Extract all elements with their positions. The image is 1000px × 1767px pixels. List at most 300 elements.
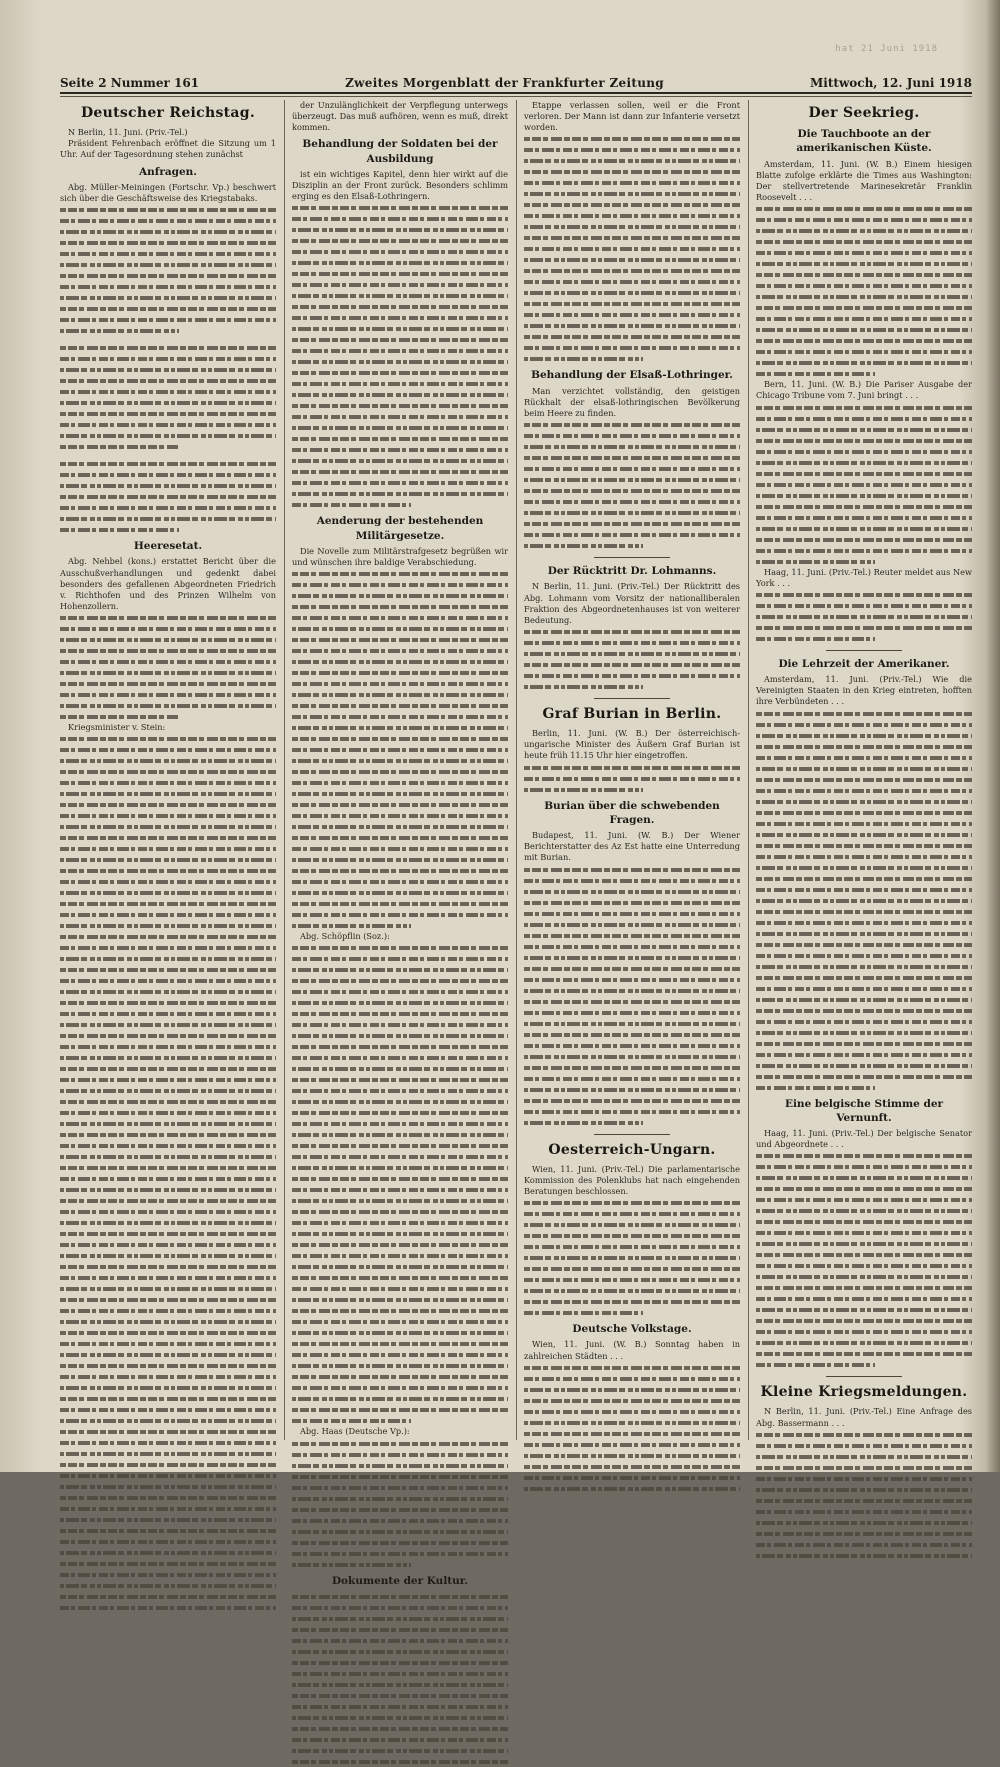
text-line	[60, 430, 276, 441]
text-line	[60, 667, 276, 678]
text-line	[524, 1362, 740, 1373]
text-line	[524, 670, 740, 681]
text-line	[524, 1285, 740, 1296]
text-line	[524, 309, 740, 320]
text-line	[524, 496, 740, 507]
text-line	[524, 221, 740, 232]
text-line	[756, 1238, 972, 1249]
text-line	[60, 491, 276, 502]
text-line	[292, 799, 508, 810]
text-line	[60, 281, 276, 292]
headline-belgische-stimme: Eine belgische Stimme der Vernunft.	[784, 1097, 944, 1124]
text-line	[756, 357, 972, 368]
text-line	[292, 1657, 508, 1668]
text-line	[524, 784, 643, 795]
text-line	[60, 1459, 276, 1470]
text-line	[292, 1030, 508, 1041]
text-line	[524, 1219, 740, 1230]
text-line	[524, 133, 740, 144]
text-line	[60, 1360, 276, 1371]
text-line	[292, 1041, 508, 1052]
text-line	[756, 1216, 972, 1227]
text-line	[756, 490, 972, 501]
text-line	[60, 314, 276, 325]
text-line	[524, 637, 740, 648]
text-line	[756, 214, 972, 225]
text-line	[60, 964, 276, 975]
text-line	[60, 248, 276, 259]
subheading-kultur: Dokumente der Kultur.	[331, 1574, 469, 1587]
text-line	[60, 386, 276, 397]
text-line	[756, 851, 972, 862]
text-line	[292, 1305, 508, 1316]
text-line	[60, 469, 276, 480]
text-line	[524, 353, 643, 364]
text-line	[292, 986, 508, 997]
text-line	[524, 1062, 740, 1073]
paragraph: N Berlin, 11. Juni. (Priv.-Tel.) Eine Anfrage des Abg. Bassermann . . .	[756, 1406, 972, 1428]
text-line	[60, 513, 276, 524]
headline-lehrzeit: Die Lehrzeit der Amerikaner.	[778, 657, 950, 670]
text-line	[524, 232, 740, 243]
text-line	[60, 204, 276, 215]
text-line	[60, 1030, 276, 1041]
text-line	[756, 1440, 972, 1451]
text-line	[60, 832, 276, 843]
text-line	[524, 1417, 740, 1428]
text-line	[292, 997, 508, 1008]
text-line	[524, 897, 740, 908]
text-line	[60, 733, 276, 744]
text-line	[60, 419, 276, 430]
text-line	[292, 1184, 508, 1195]
text-line	[524, 1029, 740, 1040]
text-line	[60, 1470, 276, 1481]
text-line	[524, 452, 740, 463]
text-line	[60, 353, 276, 364]
paragraph: Wien, 11. Juni. (Priv.-Tel.) Die parlamentarische Kommission des Polenklubs hat nach eingehenden Beratungen beschlossen.	[524, 1163, 740, 1196]
text-line	[60, 259, 276, 270]
text-line	[292, 235, 508, 246]
text-line	[756, 1348, 972, 1359]
text-line	[60, 1261, 276, 1272]
text-line	[60, 1206, 276, 1217]
text-line	[60, 986, 276, 997]
text-line	[756, 446, 972, 457]
text-line	[292, 301, 508, 312]
text-line	[524, 1230, 740, 1241]
text-line	[60, 458, 276, 469]
text-line	[756, 1227, 972, 1238]
text-line	[292, 1107, 508, 1118]
text-line	[756, 884, 972, 895]
text-line	[60, 303, 276, 314]
issue-date: Mittwoch, 12. Juni 1918	[810, 76, 972, 90]
text-line	[292, 1646, 508, 1657]
text-line	[292, 1745, 508, 1756]
text-line	[292, 1283, 508, 1294]
text-line	[292, 356, 508, 367]
text-line	[756, 545, 972, 556]
text-line	[292, 1085, 508, 1096]
paragraph: N Berlin, 11. Juni. (Priv.-Tel.) Der Rücktritt des Abg. Lohmann vom Vorsitz der nationalliberalen Fraktion des Abgeordnetenhauses ist von weiterer Bedeutung.	[524, 581, 740, 625]
text-line	[60, 1085, 276, 1096]
text-line	[292, 1360, 508, 1371]
text-line	[292, 1526, 508, 1537]
text-line	[524, 626, 740, 637]
text-line	[756, 413, 972, 424]
page-number: Seite 2 Nummer 161	[60, 76, 200, 90]
text-line	[60, 1162, 276, 1173]
text-line	[60, 865, 276, 876]
text-line	[756, 895, 972, 906]
text-line	[60, 1580, 276, 1591]
paragraph: Kriegsminister v. Stein:	[68, 722, 166, 733]
text-line	[756, 862, 972, 873]
text-line	[292, 1349, 508, 1360]
text-line	[292, 1482, 508, 1493]
text-line	[292, 777, 508, 788]
text-line	[292, 1371, 508, 1382]
text-line	[292, 378, 508, 389]
text-line	[292, 1239, 508, 1250]
dateline: N Berlin, 11. Juni. (Priv.-Tel.)	[68, 127, 188, 138]
text-line	[756, 1016, 972, 1027]
text-line	[524, 177, 740, 188]
column-rule	[284, 100, 285, 1440]
text-line	[292, 455, 508, 466]
text-line	[292, 1063, 508, 1074]
text-line	[756, 1161, 972, 1172]
text-line	[60, 1481, 276, 1492]
paragraph: Amsterdam, 11. Juni. (Priv.-Tel.) Wie die Vereinigten Staaten in den Krieg eintreten, hofften ihre Verbündeten . . .	[756, 674, 972, 707]
text-line	[756, 280, 972, 291]
text-line	[292, 1129, 508, 1140]
text-line	[60, 441, 179, 452]
text-line	[292, 1052, 508, 1063]
text-line	[524, 155, 740, 166]
text-line	[292, 1515, 508, 1526]
text-line	[524, 1208, 740, 1219]
text-line	[756, 1150, 972, 1161]
headline-reichstag: Deutscher Reichstag.	[80, 105, 256, 121]
text-line	[60, 1316, 276, 1327]
text-line	[292, 1272, 508, 1283]
text-line	[756, 335, 972, 346]
text-line	[292, 645, 508, 656]
headline-burian: Graf Burian in Berlin.	[542, 706, 722, 723]
text-line	[756, 1315, 972, 1326]
text-line	[756, 906, 972, 917]
text-line	[756, 424, 972, 435]
text-line	[60, 1107, 276, 1118]
text-line	[524, 144, 740, 155]
text-line	[756, 763, 972, 774]
text-line	[292, 700, 508, 711]
text-line	[756, 1528, 972, 1539]
text-line	[292, 667, 508, 678]
text-line	[292, 1316, 508, 1327]
text-line	[60, 656, 276, 667]
text-line	[60, 678, 276, 689]
text-line	[524, 419, 740, 430]
text-line	[60, 1305, 276, 1316]
text-line	[60, 612, 276, 623]
text-line	[524, 441, 740, 452]
text-line	[292, 1140, 508, 1151]
text-line	[524, 1084, 740, 1095]
text-line	[292, 345, 508, 356]
text-line	[756, 1082, 875, 1093]
text-line	[756, 633, 875, 644]
text-line	[292, 1712, 508, 1723]
text-line	[524, 1296, 740, 1307]
text-line	[756, 313, 972, 324]
text-line	[60, 1448, 276, 1459]
text-line	[60, 1129, 276, 1140]
text-line	[60, 270, 276, 281]
column-3	[524, 100, 740, 1440]
text-line	[524, 919, 740, 930]
text-line	[524, 1307, 643, 1318]
text-line	[60, 1008, 276, 1019]
text-line	[60, 1074, 276, 1085]
headline-oesterreich: Oesterreich-Ungarn.	[548, 1141, 716, 1158]
text-line	[756, 225, 972, 236]
text-line	[756, 917, 972, 928]
paragraph: Haag, 11. Juni. (Priv.-Tel.) Reuter meldet aus New York . . .	[756, 566, 972, 588]
text-line	[524, 518, 740, 529]
text-line	[756, 1027, 972, 1038]
text-line	[60, 1195, 276, 1206]
text-line	[756, 1304, 972, 1315]
text-line	[292, 213, 508, 224]
text-line	[524, 529, 740, 540]
text-line	[292, 367, 508, 378]
text-line	[60, 524, 179, 535]
text-line	[60, 1371, 276, 1382]
text-line	[524, 243, 740, 254]
text-line	[756, 1071, 972, 1082]
text-line	[524, 1373, 740, 1384]
text-line	[292, 334, 508, 345]
text-line	[60, 1338, 276, 1349]
text-line	[756, 807, 972, 818]
text-line	[756, 1473, 972, 1484]
text-line	[756, 1359, 875, 1370]
text-line	[60, 810, 276, 821]
paragraph: Amsterdam, 11. Juni. (W. B.) Einem hiesigen Blatte zufolge erklärte die Times aus Washington: Der stellvertretende Marinesekretär Franklin Roosevelt . . .	[756, 158, 972, 203]
text-line	[756, 752, 972, 763]
text-line	[756, 785, 972, 796]
text-line	[292, 1382, 508, 1393]
text-line	[524, 1472, 740, 1483]
text-line	[292, 1504, 508, 1515]
text-line	[292, 711, 508, 722]
text-line	[292, 1559, 411, 1570]
text-line	[756, 928, 972, 939]
text-line	[756, 983, 972, 994]
text-line	[60, 237, 276, 248]
text-line	[292, 268, 508, 279]
text-line	[756, 247, 972, 258]
text-line	[60, 1536, 276, 1547]
text-line	[292, 1493, 508, 1504]
text-line	[756, 1462, 972, 1473]
text-line	[60, 1349, 276, 1360]
text-line	[292, 1438, 508, 1449]
text-line	[292, 290, 508, 301]
text-line	[756, 258, 972, 269]
section-rule	[826, 650, 902, 651]
header-rule	[60, 96, 972, 97]
text-line	[60, 997, 276, 1008]
text-line	[292, 744, 508, 755]
text-line	[292, 766, 508, 777]
text-line	[60, 397, 276, 408]
text-line	[60, 408, 276, 419]
text-line	[292, 1173, 508, 1184]
text-line	[60, 645, 276, 656]
text-line	[292, 1723, 508, 1734]
text-line	[756, 840, 972, 851]
text-line	[292, 865, 508, 876]
text-line	[756, 1205, 972, 1216]
text-line	[756, 203, 972, 214]
text-line	[292, 623, 508, 634]
text-line	[292, 1074, 508, 1085]
text-line	[60, 744, 276, 755]
text-line	[524, 254, 740, 265]
paragraph: Man verzichtet vollständig, den geistigen Rückhalt der elsaß-lothringischen Bevölkerung beim Heere zu finden.	[524, 385, 740, 419]
text-line	[756, 994, 972, 1005]
text-line	[292, 1449, 508, 1460]
text-line	[60, 876, 276, 887]
text-line	[524, 996, 740, 1007]
text-line	[756, 1260, 972, 1271]
text-line	[60, 375, 276, 386]
text-line	[524, 1439, 740, 1450]
text-line	[524, 1040, 740, 1051]
section-rule	[826, 1376, 902, 1377]
text-line	[756, 556, 875, 567]
text-line	[524, 331, 740, 342]
text-line	[60, 711, 179, 722]
text-line	[60, 1404, 276, 1415]
text-line	[292, 1228, 508, 1239]
text-line	[524, 1197, 740, 1208]
text-line	[292, 689, 508, 700]
text-line	[524, 463, 740, 474]
text-line	[756, 961, 972, 972]
text-line	[292, 499, 411, 510]
article-columns	[60, 100, 972, 1587]
text-line	[292, 1008, 508, 1019]
text-line	[60, 1591, 276, 1602]
text-line	[60, 1514, 276, 1525]
text-line	[524, 188, 740, 199]
text-line	[524, 952, 740, 963]
text-line	[756, 346, 972, 357]
text-line	[60, 1217, 276, 1228]
subheading-militaergesetze: Aenderung der bestehenden Militärgesetze.	[316, 515, 484, 542]
text-line	[524, 648, 740, 659]
text-line	[756, 236, 972, 247]
text-line	[756, 1293, 972, 1304]
text-line	[60, 1173, 276, 1184]
text-line	[292, 1701, 508, 1712]
text-line	[756, 719, 972, 730]
text-line	[292, 202, 508, 213]
text-line	[60, 1426, 276, 1437]
text-line	[60, 700, 276, 711]
text-line	[524, 875, 740, 886]
text-line	[292, 1613, 508, 1624]
text-line	[292, 1151, 508, 1162]
text-line	[292, 854, 508, 865]
text-line	[756, 1539, 972, 1550]
text-line	[524, 1406, 740, 1417]
paragraph: Wien, 11. Juni. (W. B.) Sonntag haben in zahlreichen Städten . . .	[524, 1339, 740, 1361]
text-line	[524, 265, 740, 276]
text-line	[756, 269, 972, 280]
text-line	[292, 843, 508, 854]
text-line	[60, 931, 276, 942]
text-line	[756, 972, 972, 983]
text-line	[60, 909, 276, 920]
text-line	[60, 1041, 276, 1052]
text-line	[292, 1602, 508, 1613]
text-line	[756, 796, 972, 807]
text-line	[292, 1294, 508, 1305]
text-line	[756, 1172, 972, 1183]
text-line	[524, 1241, 740, 1252]
text-line	[524, 199, 740, 210]
text-line	[292, 488, 508, 499]
text-line	[292, 733, 508, 744]
text-line	[292, 1668, 508, 1679]
text-line	[292, 466, 508, 477]
headline-tauchboote: Die Tauchboote an der amerikanischen Küste.	[796, 128, 932, 155]
text-line	[524, 1106, 740, 1117]
text-line	[524, 941, 740, 952]
text-line	[292, 920, 411, 931]
text-line	[292, 1338, 508, 1349]
text-line	[756, 1249, 972, 1260]
text-line	[60, 1558, 276, 1569]
text-line	[756, 1282, 972, 1293]
text-line	[292, 755, 508, 766]
headline-seekrieg: Der Seekrieg.	[808, 105, 920, 121]
text-line	[756, 950, 972, 961]
text-line	[60, 1019, 276, 1030]
text-line	[292, 257, 508, 268]
text-line	[60, 1393, 276, 1404]
text-line	[292, 821, 508, 832]
text-line	[524, 1483, 740, 1494]
column-rule	[516, 100, 517, 1440]
text-line	[60, 623, 276, 634]
text-line	[292, 887, 508, 898]
text-line	[60, 1569, 276, 1580]
text-line	[292, 953, 508, 964]
text-line	[524, 276, 740, 287]
column-1	[60, 100, 276, 1440]
text-line	[524, 1461, 740, 1472]
text-line	[756, 435, 972, 446]
text-line	[524, 210, 740, 221]
text-line	[292, 612, 508, 623]
